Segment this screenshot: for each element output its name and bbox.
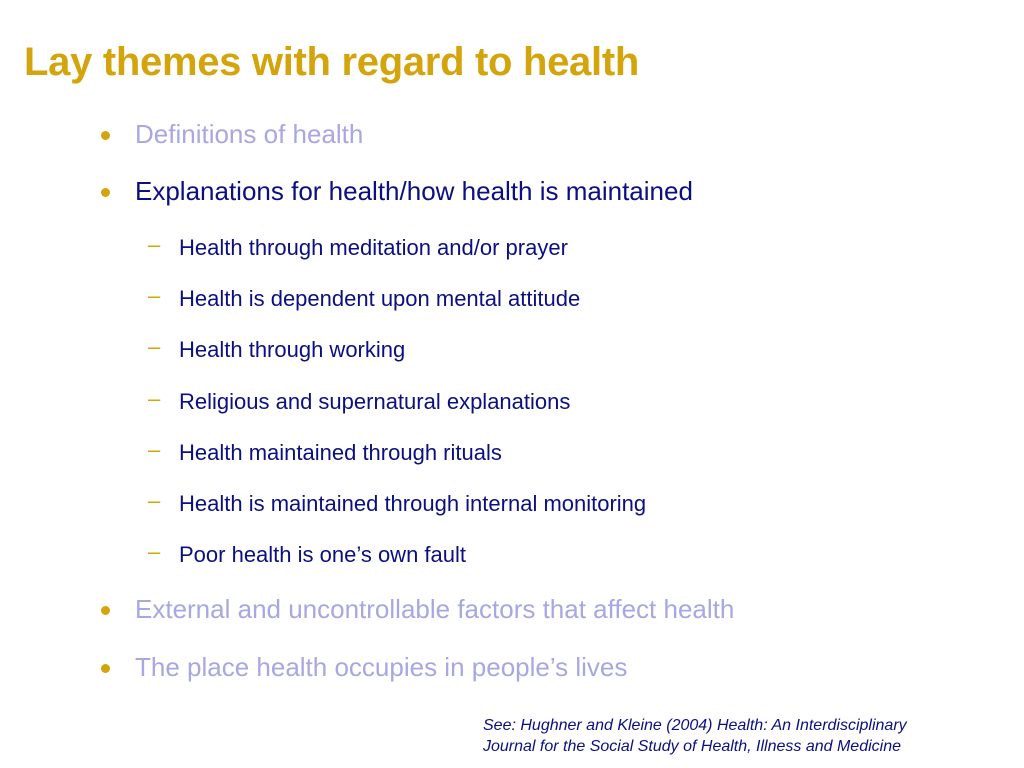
- citation: [483, 715, 907, 757]
- sub-bullet-text: Health maintained through rituals: [179, 440, 502, 465]
- bullet-dot-icon: [101, 606, 110, 615]
- slide-title: Lay themes with regard to health: [24, 40, 639, 84]
- citation-line: Journal for the Social Study of Health, Illness and Medicine: [483, 738, 902, 755]
- sub-bullet-text: Health is maintained through internal monitoring: [179, 491, 647, 516]
- dash-icon: –: [148, 386, 161, 411]
- dash-icon: –: [148, 488, 161, 513]
- sub-bullet-text: Health through meditation and/or prayer: [179, 235, 568, 260]
- dash-icon: –: [148, 283, 161, 308]
- bullet-dot-icon: [101, 131, 110, 140]
- bullet-dot-icon: [101, 664, 110, 673]
- sub-bullet-text: Health through working: [179, 337, 406, 362]
- bullet-text: The place health occupies in people’s lives: [135, 652, 628, 682]
- bullet-text: Definitions of health: [135, 119, 364, 149]
- bullet-dot-icon: [101, 188, 110, 197]
- citation-line: See: Hughner and Kleine (2004) Health: An Interdisciplinary: [483, 717, 907, 734]
- sub-bullet-text: Religious and supernatural explanations: [179, 389, 571, 414]
- bullet-text: Explanations for health/how health is maintained: [135, 176, 693, 206]
- dash-icon: –: [148, 437, 161, 462]
- dash-icon: –: [148, 539, 161, 564]
- sub-bullet-text: Health is dependent upon mental attitude: [179, 286, 581, 311]
- sub-bullet-text: Poor health is one’s own fault: [179, 542, 466, 567]
- dash-icon: –: [148, 232, 161, 257]
- dash-icon: –: [148, 334, 161, 359]
- bullet-text: External and uncontrollable factors that affect health: [135, 594, 735, 624]
